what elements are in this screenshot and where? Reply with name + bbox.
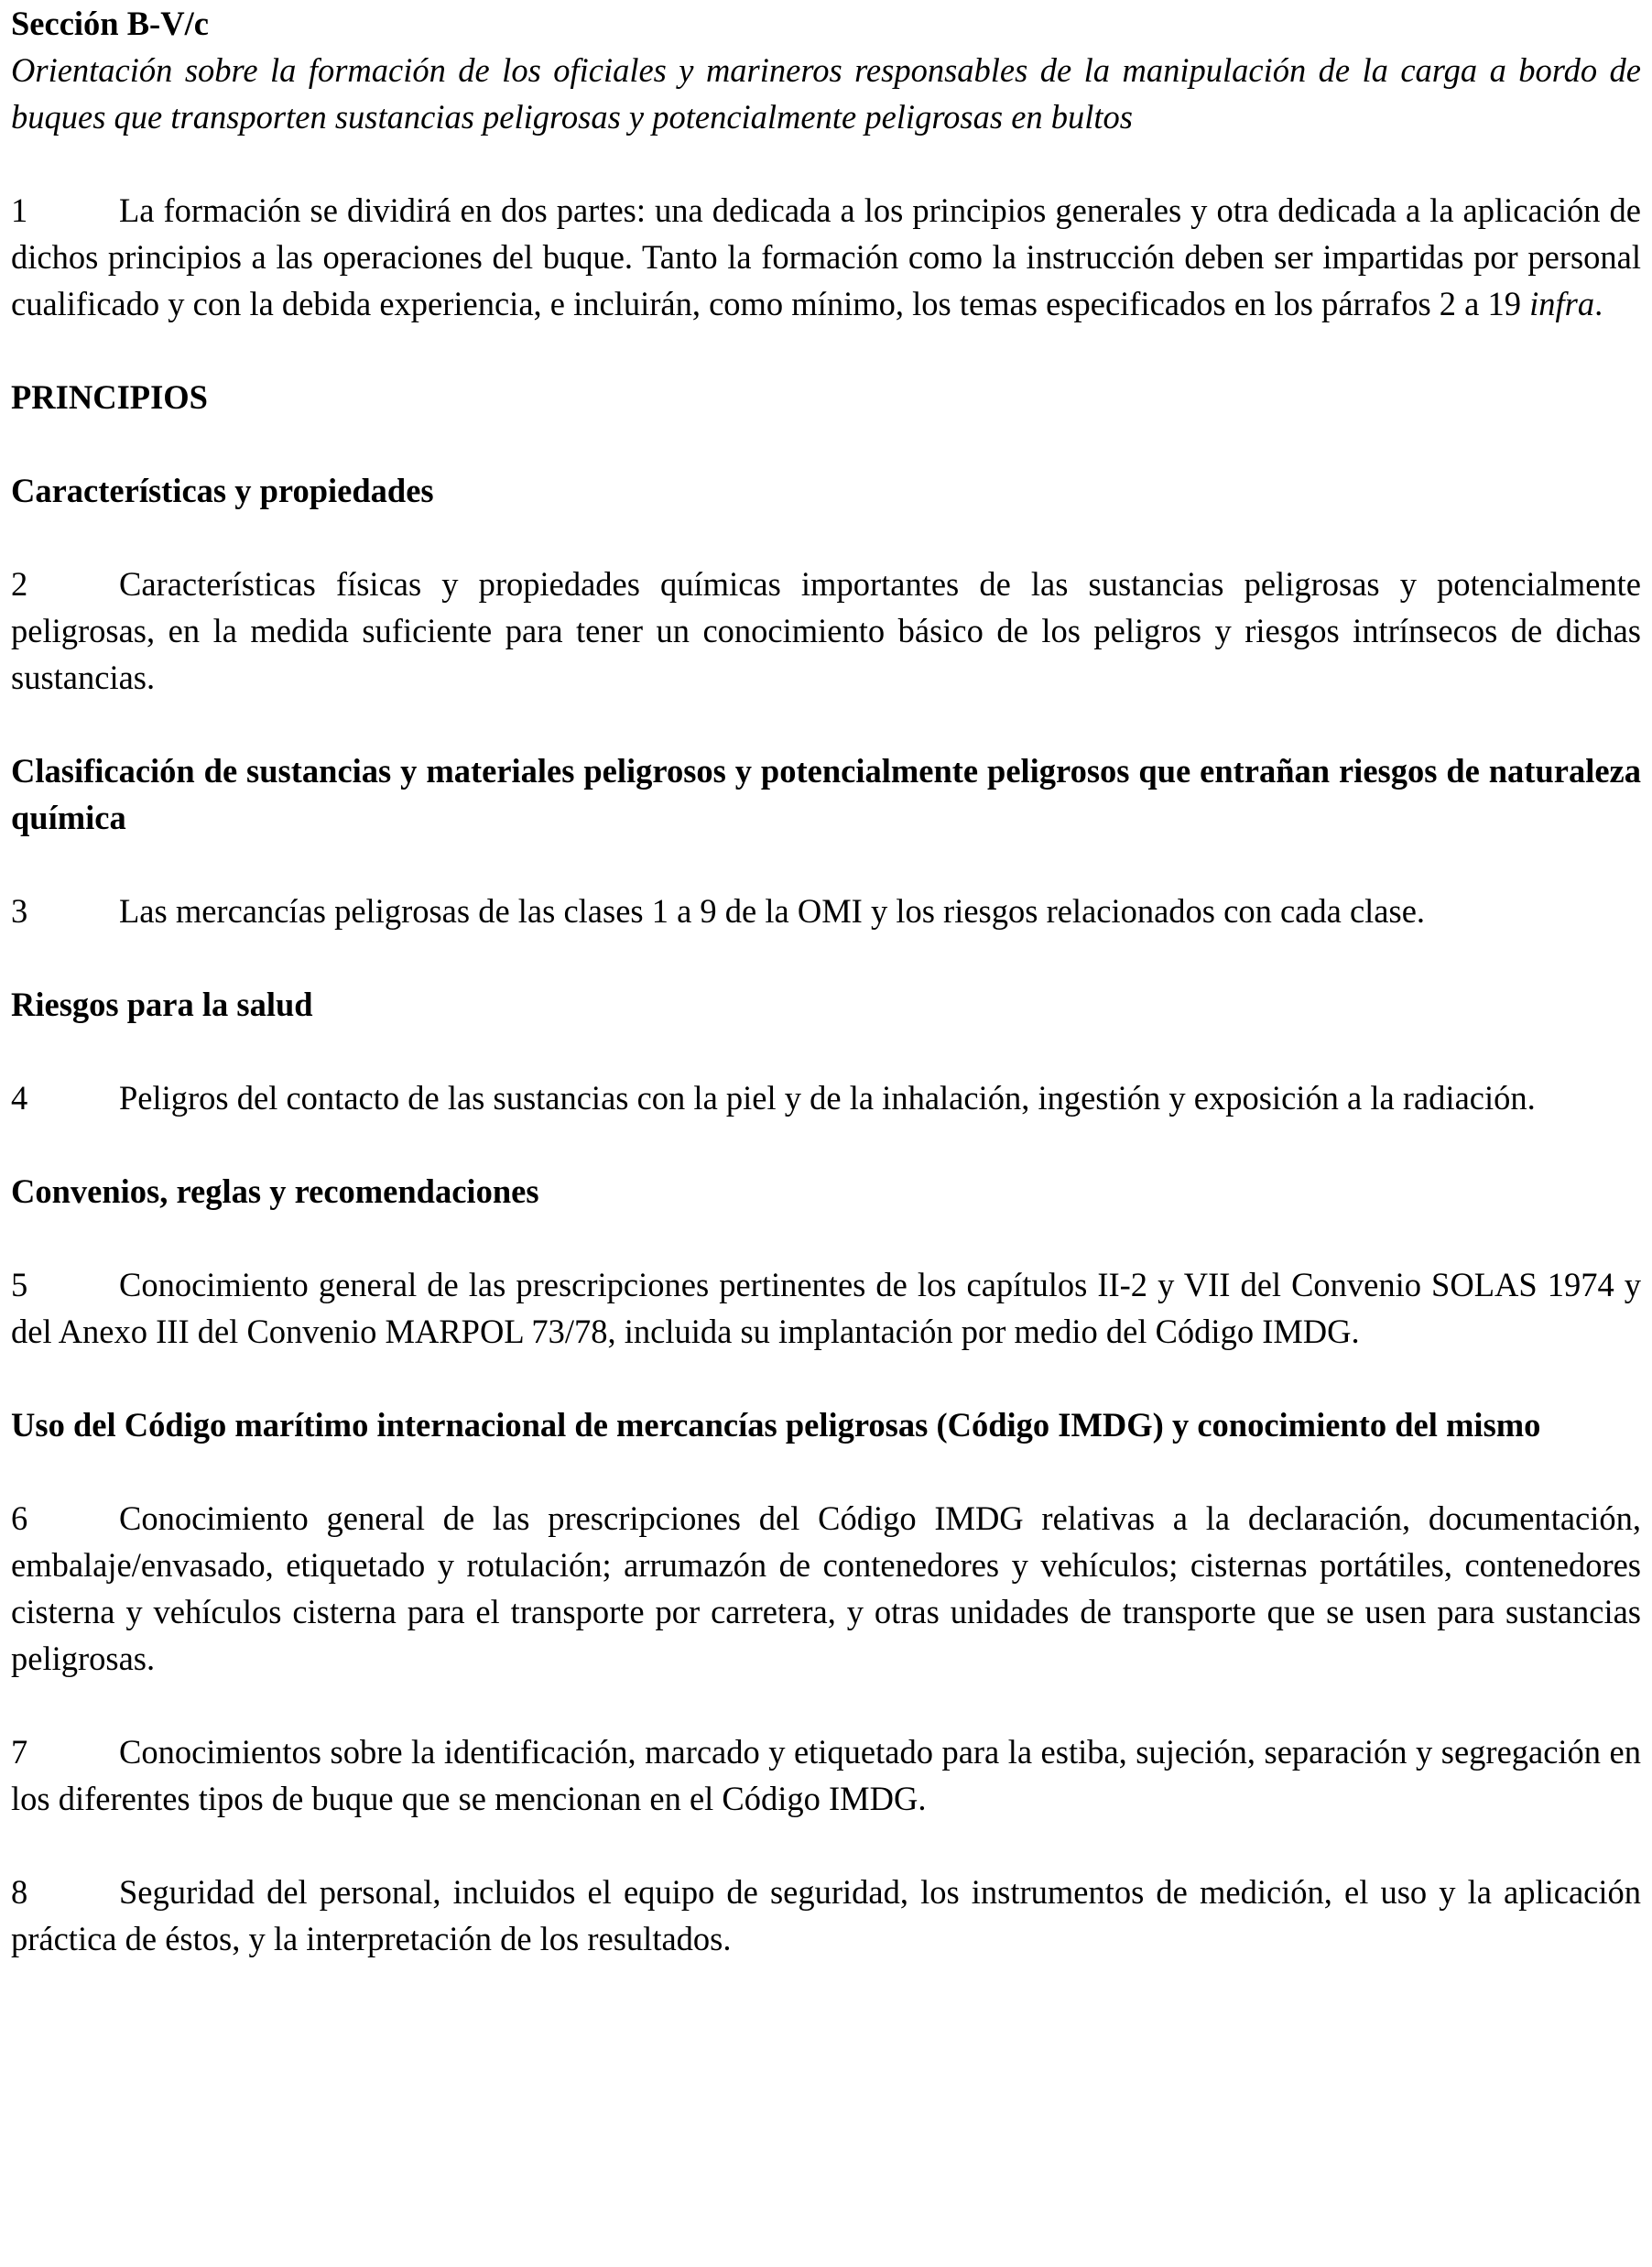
heading-riesgos-salud: Riesgos para la salud — [11, 986, 313, 1023]
spacer — [11, 1121, 1641, 1168]
paragraph-text: Conocimiento general de las prescripciones pertinentes de los capítulos II-2 y VII del Convenio SOLAS 1974 y del Anexo III del Convenio MARPOL 73/78, incluida su implantación por medio del Código IMDG. — [11, 1266, 1641, 1350]
paragraph-text-end: . — [1594, 285, 1603, 322]
heading-convenios: Convenios, reglas y recomendaciones — [11, 1172, 539, 1210]
spacer — [11, 420, 1641, 467]
paragraph-5 — [11, 1261, 1641, 1355]
paragraph-text: Características físicas y propiedades químicas importantes de las sustancias peligrosas y potencialmente peligrosas, en la medida suficiente para tener un conocimiento básico de los peligros y riesgos intrínsecos de dichas sustancias. — [11, 565, 1641, 696]
paragraph-number: 1 — [11, 191, 28, 229]
paragraph-text: Conocimientos sobre la identificación, marcado y etiquetado para la estiba, sujeción, separación y segregación en los diferentes tipos de buque que se mencionan en el Código IMDG. — [11, 1733, 1641, 1817]
paragraph-number: 4 — [11, 1079, 28, 1117]
paragraph-8 — [11, 1869, 1641, 1962]
paragraph-italic-text: infra — [1529, 285, 1595, 322]
spacer — [11, 841, 1641, 888]
section-subtitle: Orientación sobre la formación de los oficiales y marineros responsables de la manipulación de la carga a bordo de buques que transporten sustancias peligrosas y potencialmente peligrosas en bultos — [11, 51, 1641, 136]
spacer — [11, 701, 1641, 747]
spacer — [11, 1215, 1641, 1261]
paragraph-number: 6 — [11, 1499, 28, 1537]
paragraph-number: 8 — [11, 1873, 28, 1911]
paragraph-1 — [11, 187, 1641, 327]
document-page — [11, 0, 1641, 1962]
spacer — [11, 514, 1641, 561]
spacer — [11, 1682, 1641, 1728]
spacer — [11, 1355, 1641, 1401]
principles-heading: PRINCIPIOS — [11, 378, 208, 416]
paragraph-7 — [11, 1728, 1641, 1822]
paragraph-6 — [11, 1495, 1641, 1682]
paragraph-text: La formación se dividirá en dos partes: una dedicada a los principios generales y otra dedicada a la aplicación de dichos principios a las operaciones del buque. Tanto la formación como la instrucción deben ser impartidas por personal cualificado y con la debida experiencia, e incluirán, como mínimo, los temas especificados en los párrafos 2 a 19 — [11, 191, 1641, 322]
paragraph-text: Seguridad del personal, incluidos el equipo de seguridad, los instrumentos de medición, el uso y la aplicación práctica de éstos, y la interpretación de los resultados. — [11, 1873, 1641, 1957]
paragraph-number: 2 — [11, 565, 28, 603]
spacer — [11, 1448, 1641, 1495]
spacer — [11, 1028, 1641, 1074]
spacer — [11, 934, 1641, 981]
paragraph-number: 7 — [11, 1733, 28, 1771]
heading-codigo-imdg: Uso del Código marítimo internacional de mercancías peligrosas (Código IMDG) y conocimiento del mismo — [11, 1406, 1541, 1444]
paragraph-text: Conocimiento general de las prescripciones del Código IMDG relativas a la declaración, documentación, embalaje/envasado, etiquetado y rotulación; arrumazón de contenedores y vehículos; cisternas portátiles, contenedores cisterna y vehículos cisterna para el transporte por carretera, y otras unidades de transporte que se usen para sustancias peligrosas. — [11, 1499, 1641, 1677]
spacer — [11, 327, 1641, 374]
heading-caracteristicas: Características y propiedades — [11, 472, 434, 509]
heading-clasificacion: Clasificación de sustancias y materiales peligrosos y potencialmente peligrosos que entrañan riesgos de naturaleza química — [11, 752, 1641, 836]
paragraph-3 — [11, 888, 1641, 934]
section-title: Sección B-V/c — [11, 5, 209, 42]
spacer — [11, 140, 1641, 187]
spacer — [11, 1822, 1641, 1869]
paragraph-number: 3 — [11, 892, 28, 930]
paragraph-number: 5 — [11, 1266, 28, 1303]
paragraph-2 — [11, 561, 1641, 701]
paragraph-text: Peligros del contacto de las sustancias con la piel y de la inhalación, ingestión y exposición a la radiación. — [119, 1079, 1536, 1117]
paragraph-text: Las mercancías peligrosas de las clases 1 a 9 de la OMI y los riesgos relacionados con cada clase. — [119, 892, 1426, 930]
paragraph-4 — [11, 1074, 1641, 1121]
